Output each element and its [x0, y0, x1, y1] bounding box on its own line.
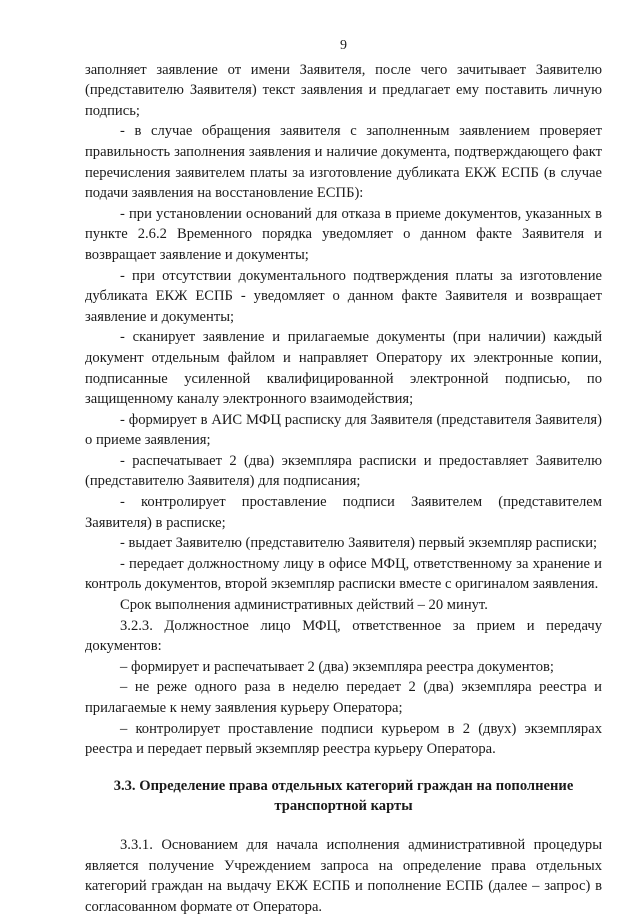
paragraph-no-payment-proof: - при отсутствии документального подтверждения платы за изготовление дубликата ЕКЖ ЕСПБ - уведомляет о данном факте Заявителя и возвращает заявление и документы; — [85, 267, 602, 325]
paragraph-continuation: заполняет заявление от имени Заявителя, после чего зачитывает Заявителю (представителю Заявителя) текст заявления и предлагает ему поставить личную подпись; — [85, 61, 602, 119]
paragraph-signature-control: - контролирует проставление подписи Заявителем (представителем Заявителя) в расписке; — [85, 494, 602, 531]
paragraph-registry-courier: – не реже одного раза в неделю передает 2 (два) экземпляра реестра и прилагаемые к нему заявления курьеру Оператора; — [85, 679, 602, 716]
paragraph-receipt-issue: - выдает Заявителю (представителю Заявителя) первый экземпляр расписки; — [120, 535, 598, 552]
paragraph-3-2-3: 3.2.3. Должностное лицо МФЦ, ответственное за прием и передачу документов: — [85, 617, 602, 655]
paragraph-receipt-forming: - формирует в АИС МФЦ расписку для Заявителя (представителя Заявителя) о приеме заявления; — [85, 411, 602, 449]
paragraph-3-3-1: 3.3.1. Основанием для начала исполнения административной процедуры является получение Учреждением запроса на определение права отдельных категорий граждан на выдачу ЕКЖ ЕСПБ и пополнение ЕСПБ (далее – запрос) в согласованном формате от Оператора. — [85, 836, 602, 915]
paragraph-registry-signature: – контролирует проставление подписи курьером в 2 (двух) экземплярах реестра и передает первый экземпляр реестра курьеру Оператора. — [85, 720, 602, 758]
paragraph-registry-print: – формирует и распечатывает 2 (два) экземпляра реестра документов; — [120, 658, 554, 675]
paragraph-filled-application-check: - в случае обращения заявителя с заполненным заявлением проверяет правильность заполнения заявления и наличие документа, подтверждающего факт перечисления заявителем платы за изготовление дубликата ЕКЖ ЕСПБ (в случае подачи заявления на восстановление ЕСПБ): — [85, 123, 602, 202]
paragraph-receipt-printing: - распечатывает 2 (два) экземпляра расписки и предоставляет Заявителю (представителю Заявителя) для подписания; — [85, 452, 602, 490]
paragraph-time-limit: Срок выполнения административных действий – 20 минут. — [120, 597, 488, 614]
section-heading — [85, 776, 602, 817]
paragraph-scanning: - сканирует заявление и прилагаемые документы (при наличии) каждый документ отдельным файлом и направляет Оператору их электронные копии, подписанные усиленной квалифицированной электронной подписью, по защищенному каналу электронного взаимодействия; — [85, 329, 602, 408]
page-number: 9 — [340, 38, 347, 53]
paragraph-receipt-transfer: - передает должностному лицу в офисе МФЦ, ответственному за хранение и контроль документов, второй экземпляр расписки вместе с оригиналом заявления. — [85, 555, 602, 593]
paragraph-refusal-grounds: - при установлении оснований для отказа в приеме документов, указанных в пункте 2.6.2 Временного порядка уведомляет о данном факте Заявителя и возвращает заявление и документы; — [85, 205, 602, 263]
section-heading-line-2: транспортной карты — [274, 798, 413, 815]
section-heading-line-1: 3.3. Определение права отдельных категорий граждан на пополнение — [113, 777, 574, 794]
